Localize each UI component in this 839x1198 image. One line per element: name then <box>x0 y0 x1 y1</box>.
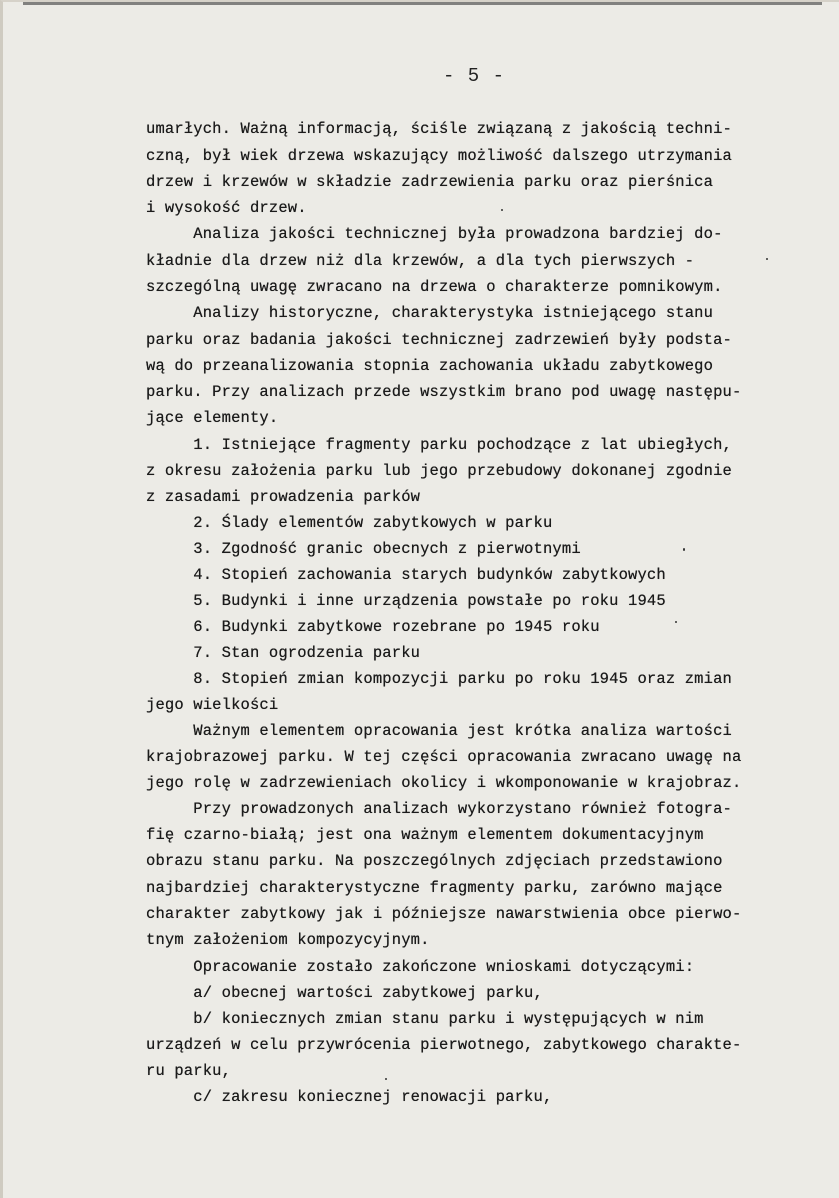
text-line: i wysokość drzew. <box>146 199 307 217</box>
text-line: krajobrazowej parku. W tej części opracowania zwracano uwagę na <box>146 748 742 766</box>
text-line: z okresu założenia parku lub jego przebudowy dokonanej zgodnie <box>146 462 732 480</box>
text-line: tnym założeniom kompozycyjnym. <box>146 931 430 949</box>
text-line: z zasadami prowadzenia parków <box>146 488 421 506</box>
page-number: - 5 - <box>443 65 506 87</box>
text-line: parku oraz badania jakości technicznej zadrzewień były podsta- <box>146 331 732 349</box>
ink-speck <box>385 1078 387 1080</box>
text-line: 8. Stopień zmian kompozycji parku po roku 1945 oraz zmian <box>146 670 732 688</box>
text-line: umarłych. Ważną informacją, ściśle związaną z jakością techni- <box>146 120 732 138</box>
text-line: Przy prowadzonych analizach wykorzystano również fotogra- <box>146 800 732 818</box>
text-line: jego rolę w zadrzewieniach okolicy i wkomponowanie w krajobraz. <box>146 774 742 792</box>
text-line: 4. Stopień zachowania starych budynków zabytkowych <box>146 566 666 584</box>
top-edge-line <box>23 2 822 5</box>
text-line: drzew i krzewów w składzie zadrzewienia parku oraz pierśnica <box>146 173 714 191</box>
text-line: a/ obecnej wartości zabytkowej parku, <box>146 984 543 1002</box>
text-line: 6. Budynki zabytkowe rozebrane po 1945 roku <box>146 618 600 636</box>
text-line: 7. Stan ogrodzenia parku <box>146 644 421 662</box>
text-line: Opracowanie zostało zakończone wnioskami dotyczącymi: <box>146 958 695 976</box>
text-line: ru parku, <box>146 1062 232 1080</box>
text-line: 2. Ślady elementów zabytkowych w parku <box>146 514 553 532</box>
text-line: 5. Budynki i inne urządzenia powstałe po roku 1945 <box>146 592 666 610</box>
text-line: urządzeń w celu przywrócenia pierwotnego, zabytkowego charakte- <box>146 1036 742 1054</box>
text-line: wą do przeanalizowania stopnia zachowania układu zabytkowego <box>146 357 714 375</box>
text-line: charakter zabytkowy jak i późniejsze nawarstwienia obce pierwo- <box>146 905 742 923</box>
ink-speck <box>501 209 503 211</box>
text-line: c/ zakresu koniecznej renowacji parku, <box>146 1088 553 1106</box>
ink-speck <box>766 258 768 260</box>
text-line: kładnie dla drzew niż dla krzewów, a dla tych pierwszych - <box>146 252 695 270</box>
text-line: 3. Zgodność granic obecnych z pierwotnymi <box>146 540 581 558</box>
text-line: najbardziej charakterystyczne fragmenty parku, zarówno mające <box>146 879 723 897</box>
text-line: b/ koniecznych zmian stanu parku i występujących w nim <box>146 1010 704 1028</box>
ink-speck <box>675 621 677 623</box>
text-line: Analiza jakości technicznej była prowadzona bardziej do- <box>146 225 723 243</box>
text-line: parku. Przy analizach przede wszystkim brano pod uwagę następu- <box>146 383 742 401</box>
text-line: obrazu stanu parku. Na poszczególnych zdjęciach przedstawiono <box>146 852 723 870</box>
text-line: jące elementy. <box>146 409 279 427</box>
text-line: fię czarno-białą; jest ona ważnym elementem dokumentacyjnym <box>146 826 704 844</box>
text-line: Ważnym elementem opracowania jest krótka analiza wartości <box>146 722 732 740</box>
ink-speck <box>683 548 685 551</box>
text-line: jego wielkości <box>146 696 279 714</box>
text-line: 1. Istniejące fragmenty parku pochodzące z lat ubiegłych, <box>146 436 732 454</box>
text-line: szczególną uwagę zwracano na drzewa o charakterze pomnikowym. <box>146 278 723 296</box>
text-line: czną, był wiek drzewa wskazujący możliwość dalszego utrzymania <box>146 147 732 165</box>
text-line: Analizy historyczne, charakterystyka istniejącego stanu <box>146 304 714 322</box>
